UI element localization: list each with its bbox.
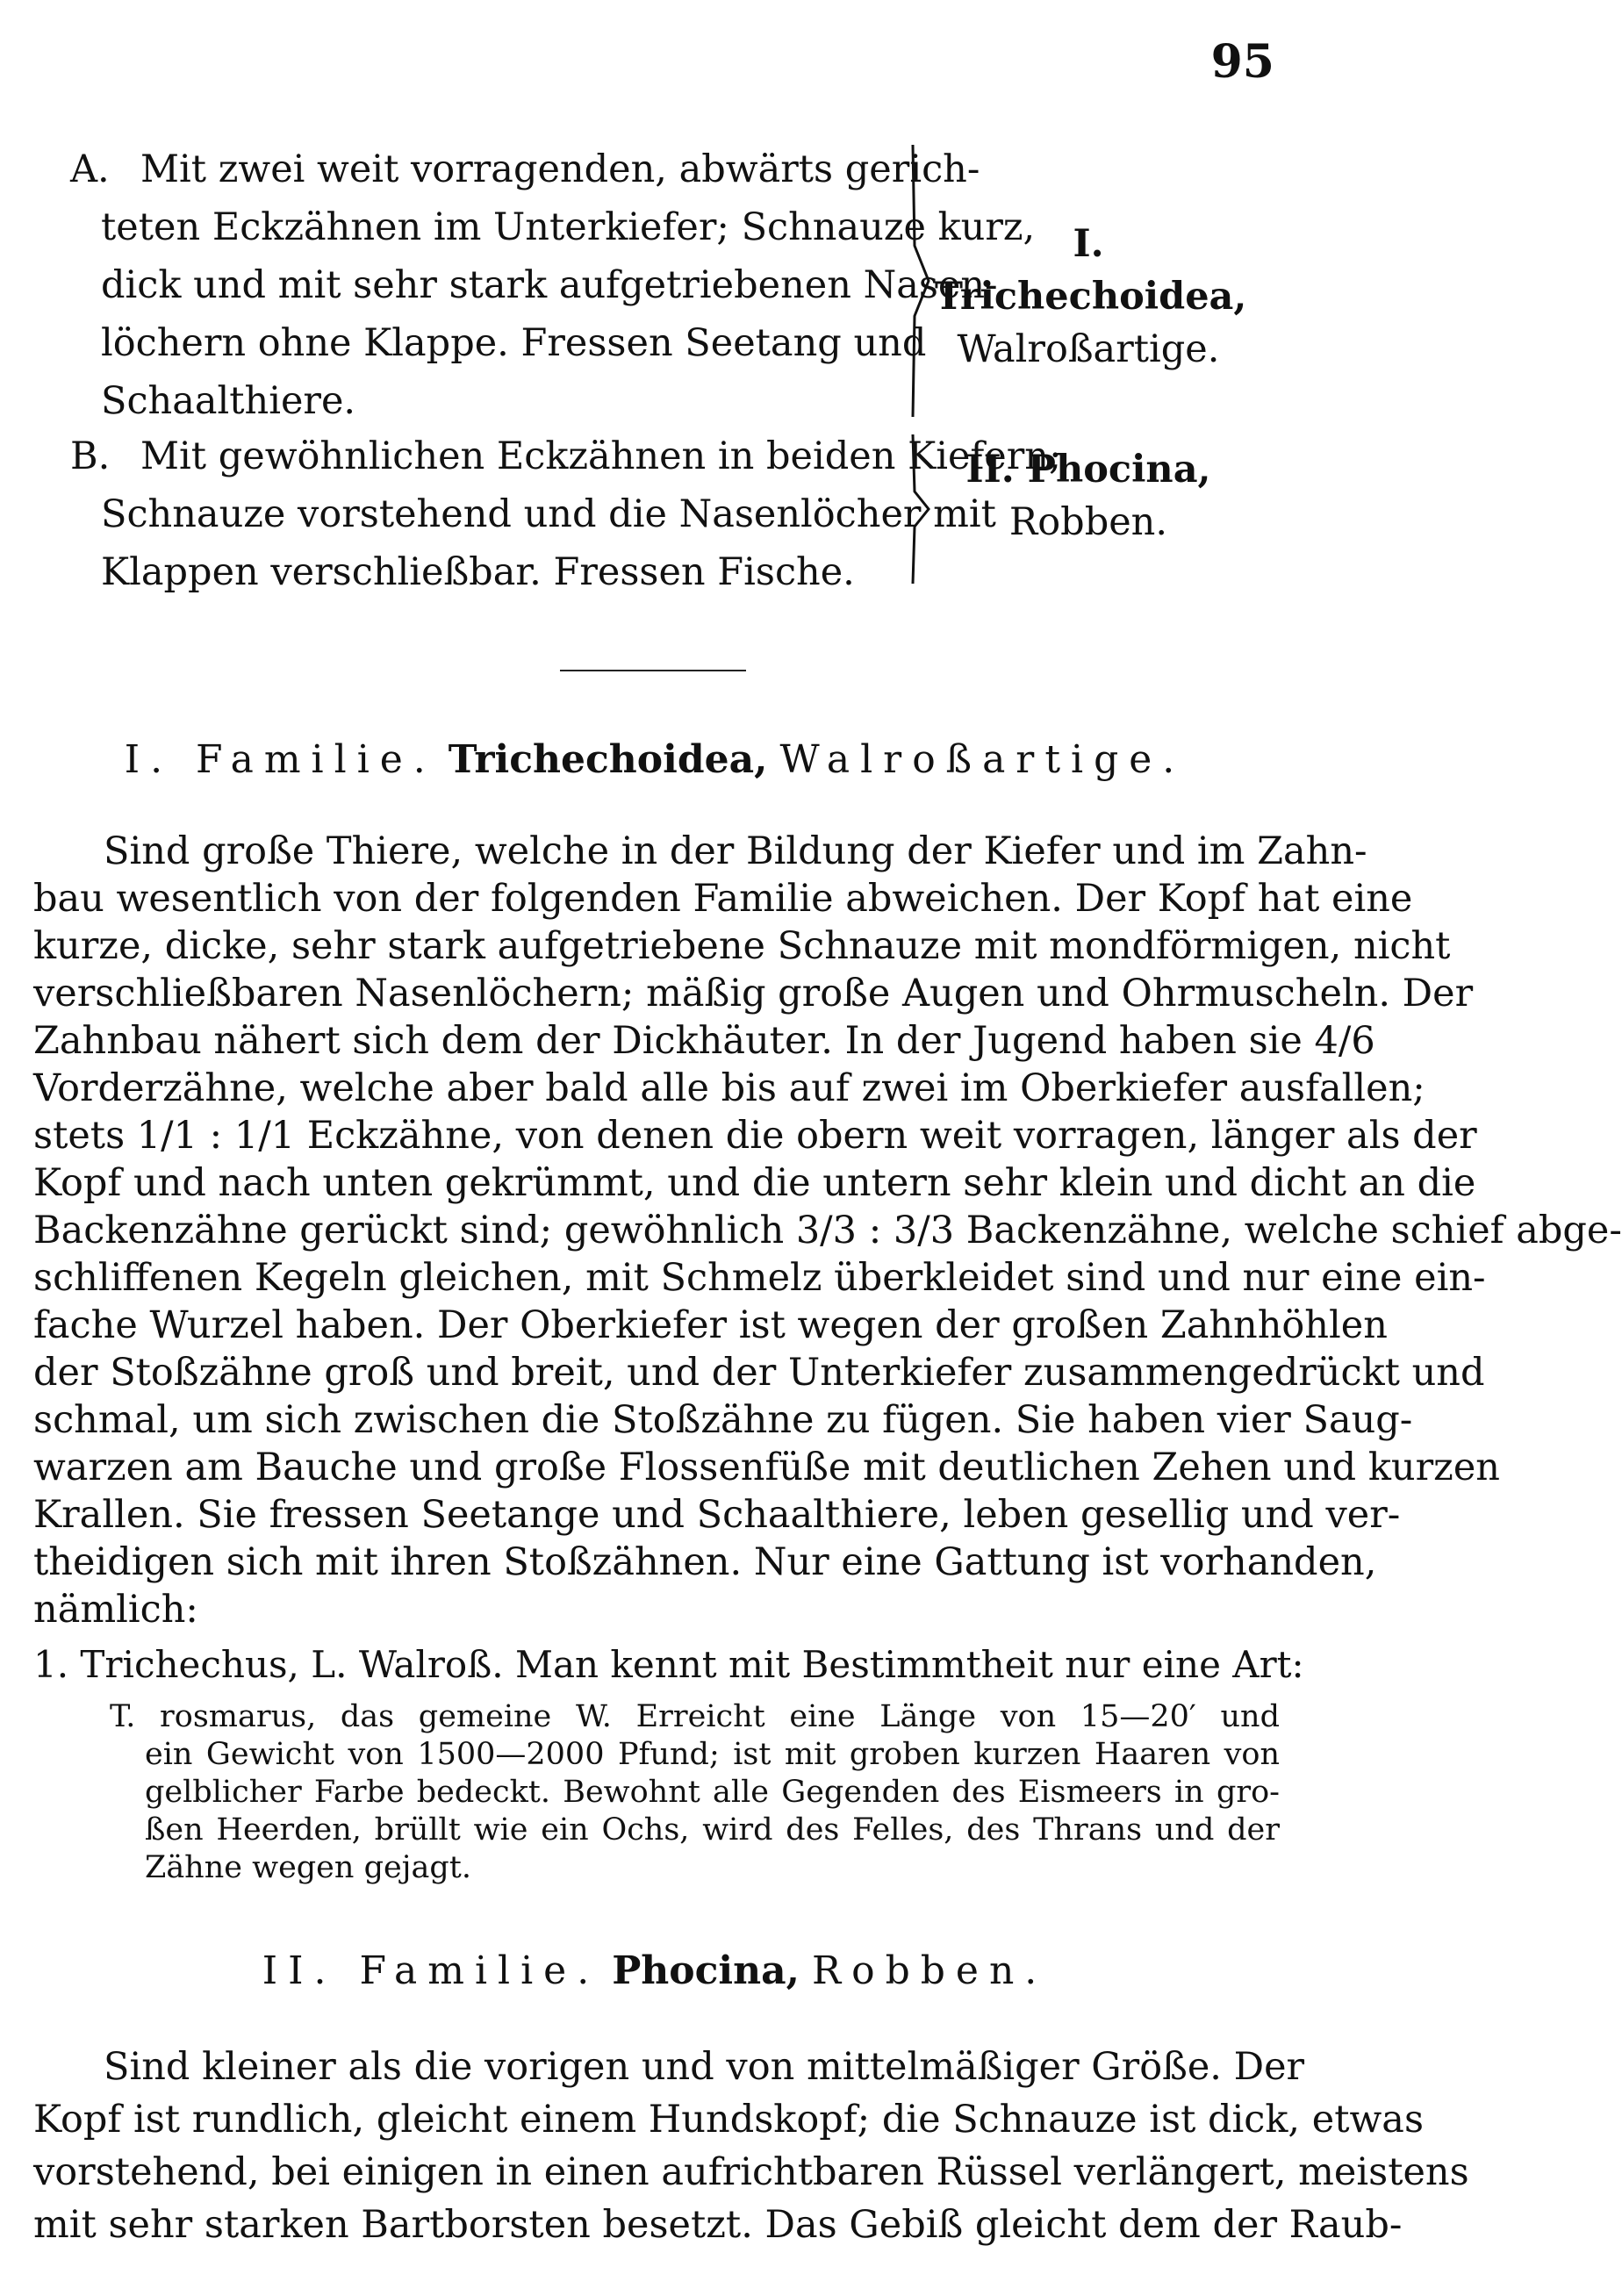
paragraph-line: theidigen sich mit ihren Stoßzähnen. Nur eine Gattung ist vorhanden, bbox=[33, 1540, 1377, 1584]
key-a-line: Schaalthiere. bbox=[101, 379, 356, 423]
key-a-result-name: I. Trichechoidea, bbox=[935, 222, 1247, 319]
key-a-line: Mit zwei weit vorragenden, abwärts gerich- bbox=[140, 147, 980, 191]
paragraph-line: nämlich: bbox=[33, 1588, 198, 1632]
family-1-heading-name: Trichechoidea, bbox=[448, 737, 768, 782]
species-line: ein Gewicht von 1500—2000 Pfund; ist mit groben kurzen Haaren von bbox=[145, 1737, 1280, 1772]
paragraph-line: mit sehr starken Bartborsten besetzt. Das Gebiß gleicht dem der Raub- bbox=[33, 2203, 1403, 2247]
key-a-label: A. bbox=[70, 147, 110, 191]
paragraph-line: Vorderzähne, welche aber bald alle bis auf zwei im Oberkiefer ausfallen; bbox=[33, 1066, 1425, 1110]
family-2-heading-name: Phocina, bbox=[612, 1948, 800, 1993]
paragraph-line: vorstehend, bei einigen in einen aufrichtbaren Rüssel verlängert, meistens bbox=[33, 2150, 1469, 2194]
section-divider bbox=[560, 670, 746, 671]
family-2-heading-common: Robben. bbox=[811, 1948, 1048, 1993]
key-b-line: Klappen verschließbar. Fressen Fische. bbox=[101, 550, 855, 594]
key-b-result-common: Robben. bbox=[1008, 500, 1168, 544]
paragraph-line: Krallen. Sie fressen Seetange und Schaalthiere, leben gesellig und ver- bbox=[33, 1493, 1401, 1537]
paragraph-line: schmal, um sich zwischen die Stoßzähne zu fügen. Sie haben vier Saug- bbox=[33, 1398, 1413, 1442]
paragraph-line: bau wesentlich von der folgenden Familie abweichen. Der Kopf hat eine bbox=[33, 877, 1413, 921]
key-a-line: teten Eckzähnen im Unterkiefer; Schnauze kurz, bbox=[101, 205, 1036, 249]
family-1-heading-common: Walroßartige. bbox=[779, 737, 1186, 782]
key-b-line: Mit gewöhnlichen Eckzähnen in beiden Kiefern; bbox=[140, 434, 1062, 478]
paragraph-line: der Stoßzähne groß und breit, und der Unterkiefer zusammengedrückt und bbox=[33, 1351, 1485, 1395]
family-1-heading bbox=[0, 737, 1310, 782]
family-2-heading-prefix: II. Familie. bbox=[262, 1948, 600, 1993]
paragraph-line: Sind große Thiere, welche in der Bildung der Kiefer und im Zahn- bbox=[104, 829, 1367, 873]
key-b-line: Schnauze vorstehend und die Nasenlöcher mit bbox=[101, 492, 996, 536]
species-line: ßen Heerden, brüllt wie ein Ochs, wird des Felles, des Thrans und der bbox=[145, 1812, 1280, 1848]
genus-trichechus: 1. Trichechus, L. Walroß. Man kennt mit Bestimmtheit nur eine Art: bbox=[33, 1643, 1304, 1686]
key-b-result bbox=[935, 443, 1242, 549]
paragraph-line: Kopf ist rundlich, gleicht einem Hundskopf; die Schnauze ist dick, etwas bbox=[33, 2098, 1425, 2142]
key-a-brace bbox=[904, 140, 939, 421]
species-line: gelblicher Farbe bedeckt. Bewohnt alle Gegenden des Eismeers in gro- bbox=[145, 1775, 1280, 1810]
paragraph-line: schliffenen Kegeln gleichen, mit Schmelz überkleidet sind und nur eine ein- bbox=[33, 1256, 1486, 1300]
paragraph-line: Backenzähne gerückt sind; gewöhnlich 3/3 : 3/3 Backenzähne, welche schief abge- bbox=[33, 1209, 1622, 1252]
family-2-heading bbox=[0, 1948, 1310, 1993]
key-a-result bbox=[935, 218, 1247, 376]
paragraph-line: Sind kleiner als die vorigen und von mittelmäßiger Größe. Der bbox=[104, 2045, 1305, 2089]
paragraph-line: fache Wurzel haben. Der Oberkiefer ist wegen der großen Zahnhöhlen bbox=[33, 1303, 1388, 1347]
paragraph-line: verschließbaren Nasenlöchern; mäßig große Augen und Ohrmuscheln. Der bbox=[33, 972, 1474, 1015]
paragraph-line: Kopf und nach unten gekrümmt, und die untern sehr klein und dicht an die bbox=[33, 1161, 1476, 1205]
species-line: Zähne wegen gejagt. bbox=[145, 1850, 471, 1885]
species-line: T. rosmarus, das gemeine W. Erreicht eine Länge von 15—20′ und bbox=[110, 1699, 1280, 1734]
key-b-result-name: II. Phocina, bbox=[965, 448, 1211, 491]
family-1-heading-prefix: I. Familie. bbox=[124, 737, 436, 782]
key-a-result-common: Walroßartige. bbox=[957, 327, 1220, 371]
paragraph-line: stets 1/1 : 1/1 Eckzähne, von denen die obern weit vorragen, länger als der bbox=[33, 1114, 1477, 1158]
key-b-brace bbox=[904, 430, 939, 588]
paragraph-line: kurze, dicke, sehr stark aufgetriebene Schnauze mit mondförmigen, nicht bbox=[33, 924, 1451, 968]
key-b-label: B. bbox=[70, 434, 111, 478]
paragraph-line: Zahnbau nähert sich dem der Dickhäuter. In der Jugend haben sie 4/6 bbox=[33, 1019, 1375, 1063]
key-a-line: dick und mit sehr stark aufgetriebenen Nasen- bbox=[101, 263, 998, 307]
key-a-line: löchern ohne Klappe. Fressen Seetang und bbox=[101, 321, 927, 365]
paragraph-line: warzen am Bauche und große Flossenfüße mit deutlichen Zehen und kurzen bbox=[33, 1446, 1500, 1489]
page-number: 95 bbox=[1210, 35, 1274, 89]
